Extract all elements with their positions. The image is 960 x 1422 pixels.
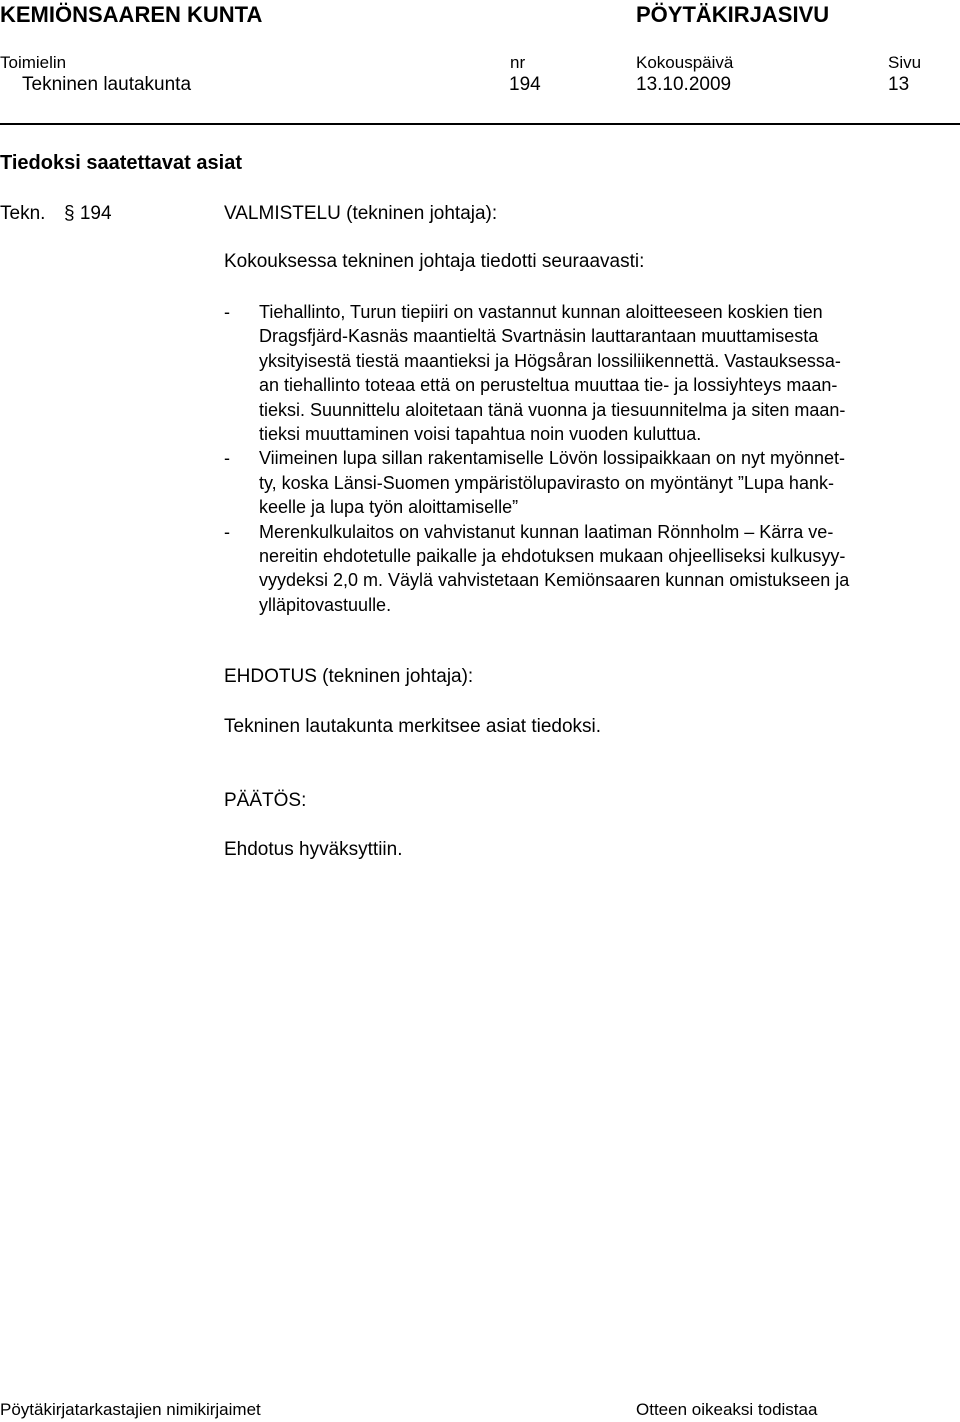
bullet-line: ty, koska Länsi-Suomen ympäristölupavirasto on myöntänyt ”Lupa hank- — [259, 472, 834, 493]
decision-heading: PÄÄTÖS: — [224, 790, 307, 811]
list-item — [224, 520, 960, 618]
announcement-list — [224, 300, 960, 617]
bullet-dash: - — [224, 302, 230, 322]
proposal-text: Tekninen lautakunta merkitsee asiat tiedoksi. — [224, 716, 602, 737]
bullet-dash: - — [224, 448, 230, 469]
list-item — [224, 300, 960, 446]
bullet-text — [259, 520, 960, 618]
intro-text: Kokouksessa tekninen johtaja tiedotti seuraavasti: — [224, 251, 645, 272]
bullet-line: nereitin ehdotetulle paikalle ja ehdotuksen mukaan ohjeelliseksi kulkusyy- — [259, 546, 846, 567]
footer-initials-label: Pöytäkirjatarkastajien nimikirjaimet — [0, 1400, 261, 1419]
footer-certification-label: Otteen oikeaksi todistaa — [636, 1400, 818, 1419]
value-date: 13.10.2009 — [636, 74, 732, 95]
bullet-line: tieksi. Suunnittelu aloitetaan tänä vuonna ja tiesuunnitelma ja siten maan- — [259, 399, 846, 420]
value-body: Tekninen lautakunta — [22, 74, 192, 95]
municipality-name: KEMIÖNSAAREN KUNTA — [0, 2, 263, 27]
bullet-line: vyydeksi 2,0 m. Väylä vahvistetaan Kemiönsaaren kunnan omistukseen ja — [259, 570, 850, 591]
bullet-line: Dragsfjärd-Kasnäs maantieltä Svartnäsin lauttarantaan muuttamisesta — [259, 326, 819, 347]
bullet-line: ylläpitovastuulle. — [259, 594, 392, 615]
bullet-text — [259, 300, 960, 446]
header-divider — [0, 123, 960, 125]
bullet-dash: - — [224, 521, 230, 542]
value-nr: 194 — [509, 74, 541, 95]
list-item — [224, 446, 960, 519]
label-date: Kokouspäivä — [636, 53, 734, 72]
preparation-heading: VALMISTELU (tekninen johtaja): — [224, 203, 498, 224]
value-page: 13 — [888, 74, 910, 95]
label-page: Sivu — [888, 53, 922, 72]
proposal-heading: EHDOTUS (tekninen johtaja): — [224, 666, 474, 687]
document-type: PÖYTÄKIRJASIVU — [636, 2, 830, 27]
section-title: Tiedoksi saatettavat asiat — [0, 152, 242, 174]
bullet-line: tieksi muuttaminen voisi tapahtua noin vuoden kuluttua. — [259, 424, 702, 445]
bullet-text — [259, 446, 960, 519]
section-ref-prefix: Tekn. — [0, 203, 46, 224]
bullet-line: Merenkulkulaitos on vahvistanut kunnan laatiman Rönnholm – Kärra ve- — [259, 521, 834, 542]
bullet-line: Tiehallinto, Turun tiepiiri on vastannut kunnan aloitteeseen koskien tien — [259, 302, 823, 322]
bullet-line: keelle ja lupa työn aloittamiselle” — [259, 497, 519, 518]
decision-text: Ehdotus hyväksyttiin. — [224, 839, 403, 860]
bullet-line: yksityisestä tiestä maantieksi ja Högsåran lossiliikennettä. Vastauksessa- — [259, 350, 841, 371]
bullet-line: an tiehallinto toteaa että on perusteltua muuttaa tie- ja lossiyhteys maan- — [259, 375, 838, 396]
label-body: Toimielin — [0, 53, 67, 72]
section-paragraph-number: § 194 — [64, 203, 112, 224]
bullet-line: Viimeinen lupa sillan rakentamiselle Lövön lossipaikkaan on nyt myönnet- — [259, 448, 845, 469]
label-nr: nr — [510, 53, 526, 72]
